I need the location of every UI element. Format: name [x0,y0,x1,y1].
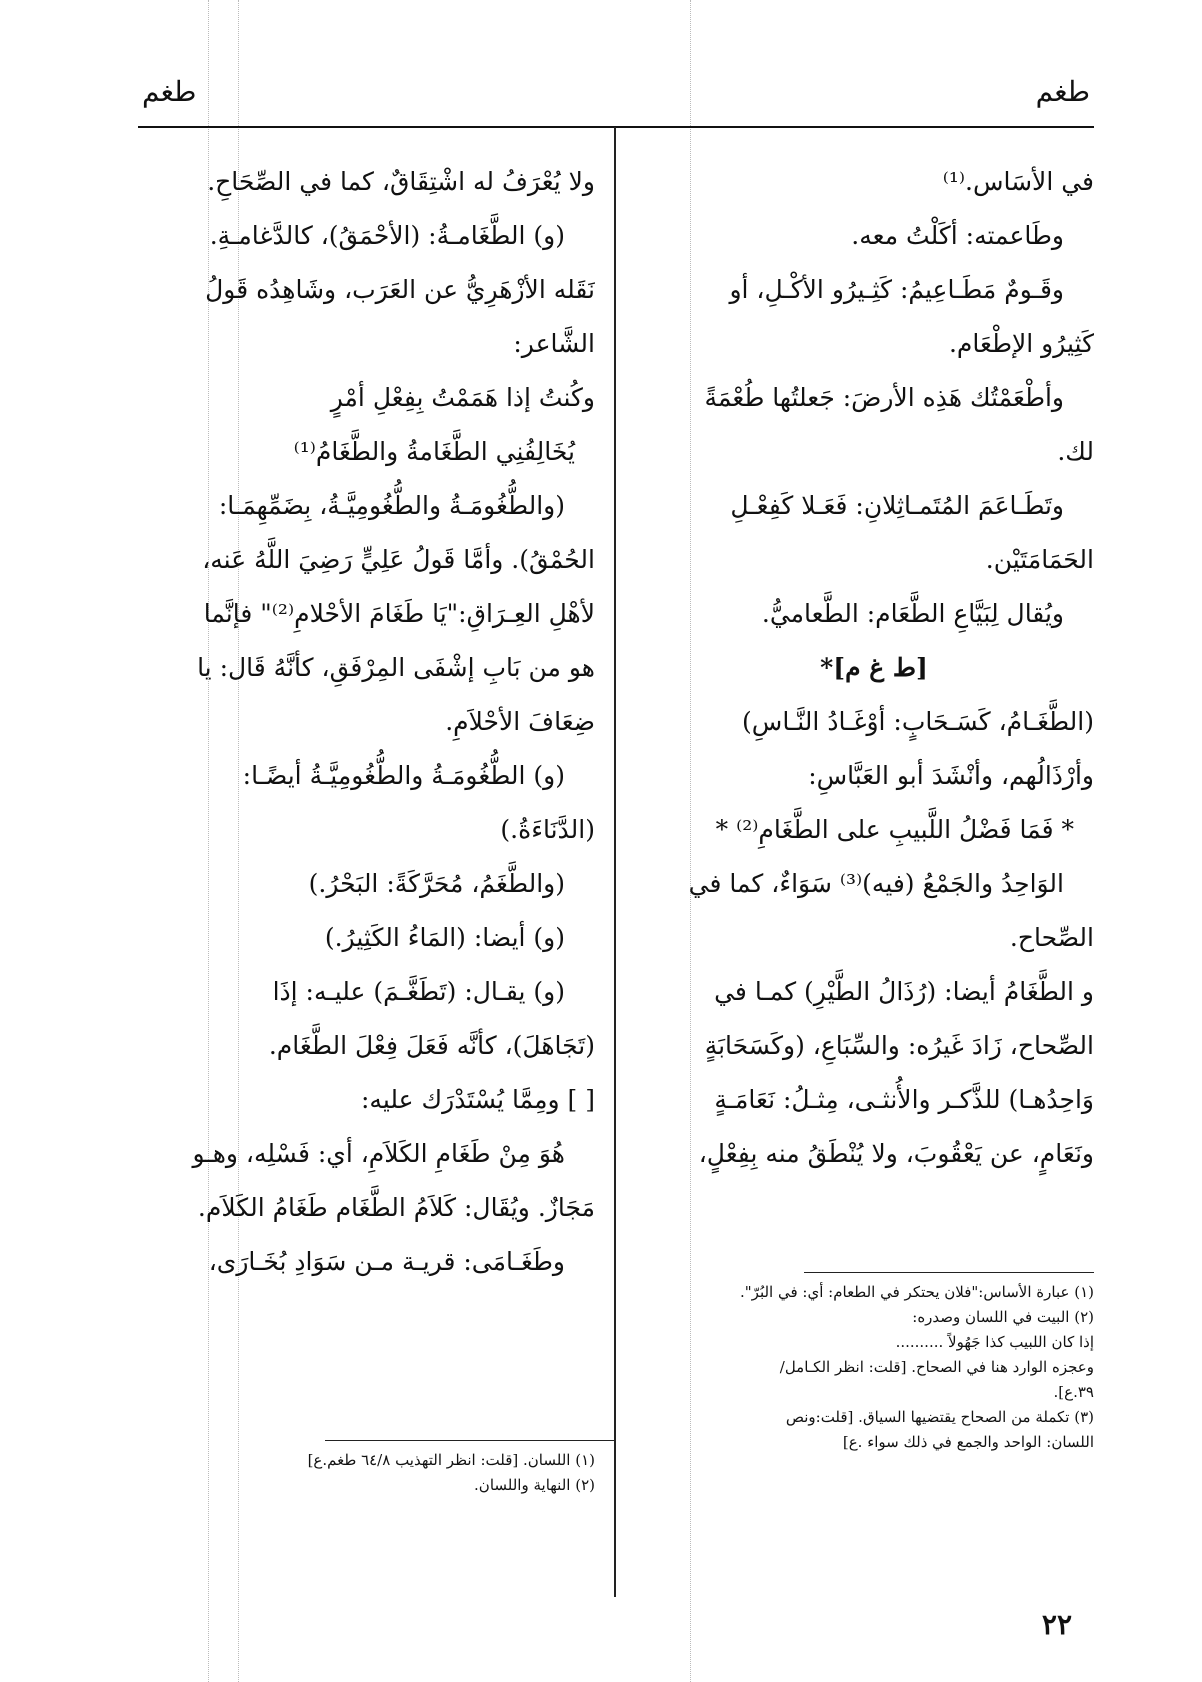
text-line: هو من بَابِ إشْفَى المِرْفَقِ، كأنَّهُ قَال: يا [197,653,595,682]
text-line: (و) يقـال: (تَطَغَّـمَ) عليـه: إذَا [272,977,565,1006]
header-rule [138,126,1094,128]
text-line: الصِّحاح، زَادَ غَيرُه: والسِّبَاعِ، (وكَسَحَابَةٍ [704,1031,1094,1060]
text-line: لك. [1057,437,1094,466]
running-header-right: طغم [1035,75,1090,108]
text-line: هُوَ مِنْ طَغَامِ الكَلاَمِ، أي: فَسْلِه، وهـو [192,1139,565,1168]
footnote-line: ٣٩.ع]. [1053,1383,1094,1401]
text-line: (و) الطَّغَامـةُ: (الأحْمَقُ)، كالدَّغامـةِ. [209,221,565,250]
text-line: (و) أيضا: (المَاءُ الكَثِيرُ.) [324,923,565,952]
footnote-line: (٣) تكملة من الصحاح يقتضيها السياق. [قلت:ونص [785,1408,1094,1426]
text-line: [ ] ومِمَّا يُسْتَدْرَك عليه: [361,1085,595,1114]
text-line: و الطَّغَامُ أيضا: (رُذَالُ الطَّيْرِ) كمـا في [714,977,1094,1006]
text-line: (الطَّغَـامُ، كَسَـحَابٍ: أوْغَـادُ النَّـاسِ) [742,707,1094,736]
running-header-left: طغم [142,75,197,108]
right-column [654,155,1094,1181]
footnote-line: (٢) البيت في اللسان وصدره: [912,1308,1094,1326]
text-line: ضِعَافَ الأحْلاَمِ. [445,707,595,736]
text-line: وأرْذَالُهم، وأنْشَدَ أبو العَبَّاسِ: [808,761,1094,790]
footnote-line: (٢) النهاية واللسان. [474,1476,595,1494]
entry-heading: [ط غ م]* [820,653,928,682]
text-line: (الدَّنَاءَةُ.) [500,815,595,844]
text-line: وطَغَـامَى: قريـة مـن سَوَادِ بُخَـارَى، [208,1247,565,1276]
text-line: ولا يُعْرَفُ له اشْتِقَاقٌ، كما في الصِّحَاحِ. [207,167,595,196]
text-line: الوَاحِدُ والجَمْعُ (فيه)⁽³⁾ سَوَاءٌ، كما في [688,869,1064,898]
left-column [155,155,595,1289]
footnote-line: إذا كان اللبيب كذا جَهُولاً .......... [895,1333,1094,1351]
footnotes-left [155,1448,595,1498]
text-line: وأطْعَمْتُك هَذِه الأرضَ: جَعلتُها طُعْمَةً [704,383,1064,412]
text-line: (والطُّغُومَـةُ والطُّغُومِيَّـةُ، بِضَمِّهِمَـا: [218,491,565,520]
text-line: وَاحِدُهـا) للذَّكـر والأُنثـى، مِثـلُ: نَعَامَـةٍ [714,1085,1094,1114]
footnote-line: وعجزه الوارد هنا في الصحاح. [قلت: انظر الكـامل/ [779,1358,1094,1376]
text-line: (والطَّغَمُ، مُحَرَّكَةً: البَحْرُ.) [308,869,565,898]
footnote-rule [325,1440,615,1441]
footnotes-right [644,1280,1094,1455]
footnote-rule [804,1272,1094,1273]
text-line: نَقَله الأزْهَرِيُّ عن العَرَب، وشَاهِدُه قَولُ [205,275,595,304]
footnote-line: (١) عبارة الأساس:"فلان يحتكر في الطعام: أي: في البُرّ". [740,1283,1094,1301]
verse-line: وكُنتُ إذا هَمَمْتُ بِفِعْلِ أمْرٍ [330,383,595,412]
text-line: ونَعَامٍ، عن يَعْقُوبَ، ولا يُنْطَقُ منه بِفِعْلٍ، [698,1139,1094,1168]
verse-line: * فَمَا فَضْلُ اللَّبيبِ على الطَّغَامِ⁽²⁾ * [715,815,1074,844]
text-line: وتَطَـاعَمَ المُتَمـاثِلانِ: فَعَـلا كَفِعْـلِ [730,491,1064,520]
page-number: ٢٢ [1041,1608,1072,1641]
text-line: وطَاعمته: أكَلْتُ معه. [851,221,1064,250]
text-line: الشَّاعر: [513,329,595,358]
footnote-line: (١) اللسان. [قلت: انظر التهذيب ٦٤/٨ طغم.ع] [307,1451,595,1469]
text-line: في الأسَاس.⁽¹⁾ [942,167,1094,196]
text-line: (تَجَاهَلَ)، كأنَّه فَعَلَ فِعْلَ الطَّغَام. [268,1031,595,1060]
text-line: كَثِيرُو الإطْعَام. [948,329,1094,358]
text-line: ويُقال لِبَيَّاعِ الطَّعَام: الطَّعاميُّ. [761,599,1064,628]
column-divider [614,127,616,1597]
text-line: (و) الطُّغُومَـةُ والطُّغُومِيَّـةُ أيضًـا: [242,761,565,790]
text-line: مَجَازٌ. ويُقَال: كَلاَمُ الطَّغَام طَغَامُ الكَلاَم. [197,1193,595,1222]
text-line: لأهْلِ العِـرَاقِ:"يَا طَغَامَ الأحْلامِ⁽²⁾" فإنَّما [203,599,595,628]
verse-line: يُخَالِفُنِي الطَّغَامةُ والطَّغَامُ⁽¹⁾ [293,437,575,466]
text-line: وقَـومٌ مَطَـاعِيمُ: كَثِـيرُو الأكْـلِ، أو [729,275,1064,304]
text-line: الحُمْقُ). وأمَّا قَولُ عَلِيٍّ رَضِيَ اللَّهُ عَنه، [202,545,595,574]
text-line: الحَمَامَتَيْن. [985,545,1094,574]
footnote-line: اللسان: الواحد والجمع في ذلك سواء .ع] [842,1433,1094,1451]
text-line: الصِّحاح. [1009,923,1094,952]
